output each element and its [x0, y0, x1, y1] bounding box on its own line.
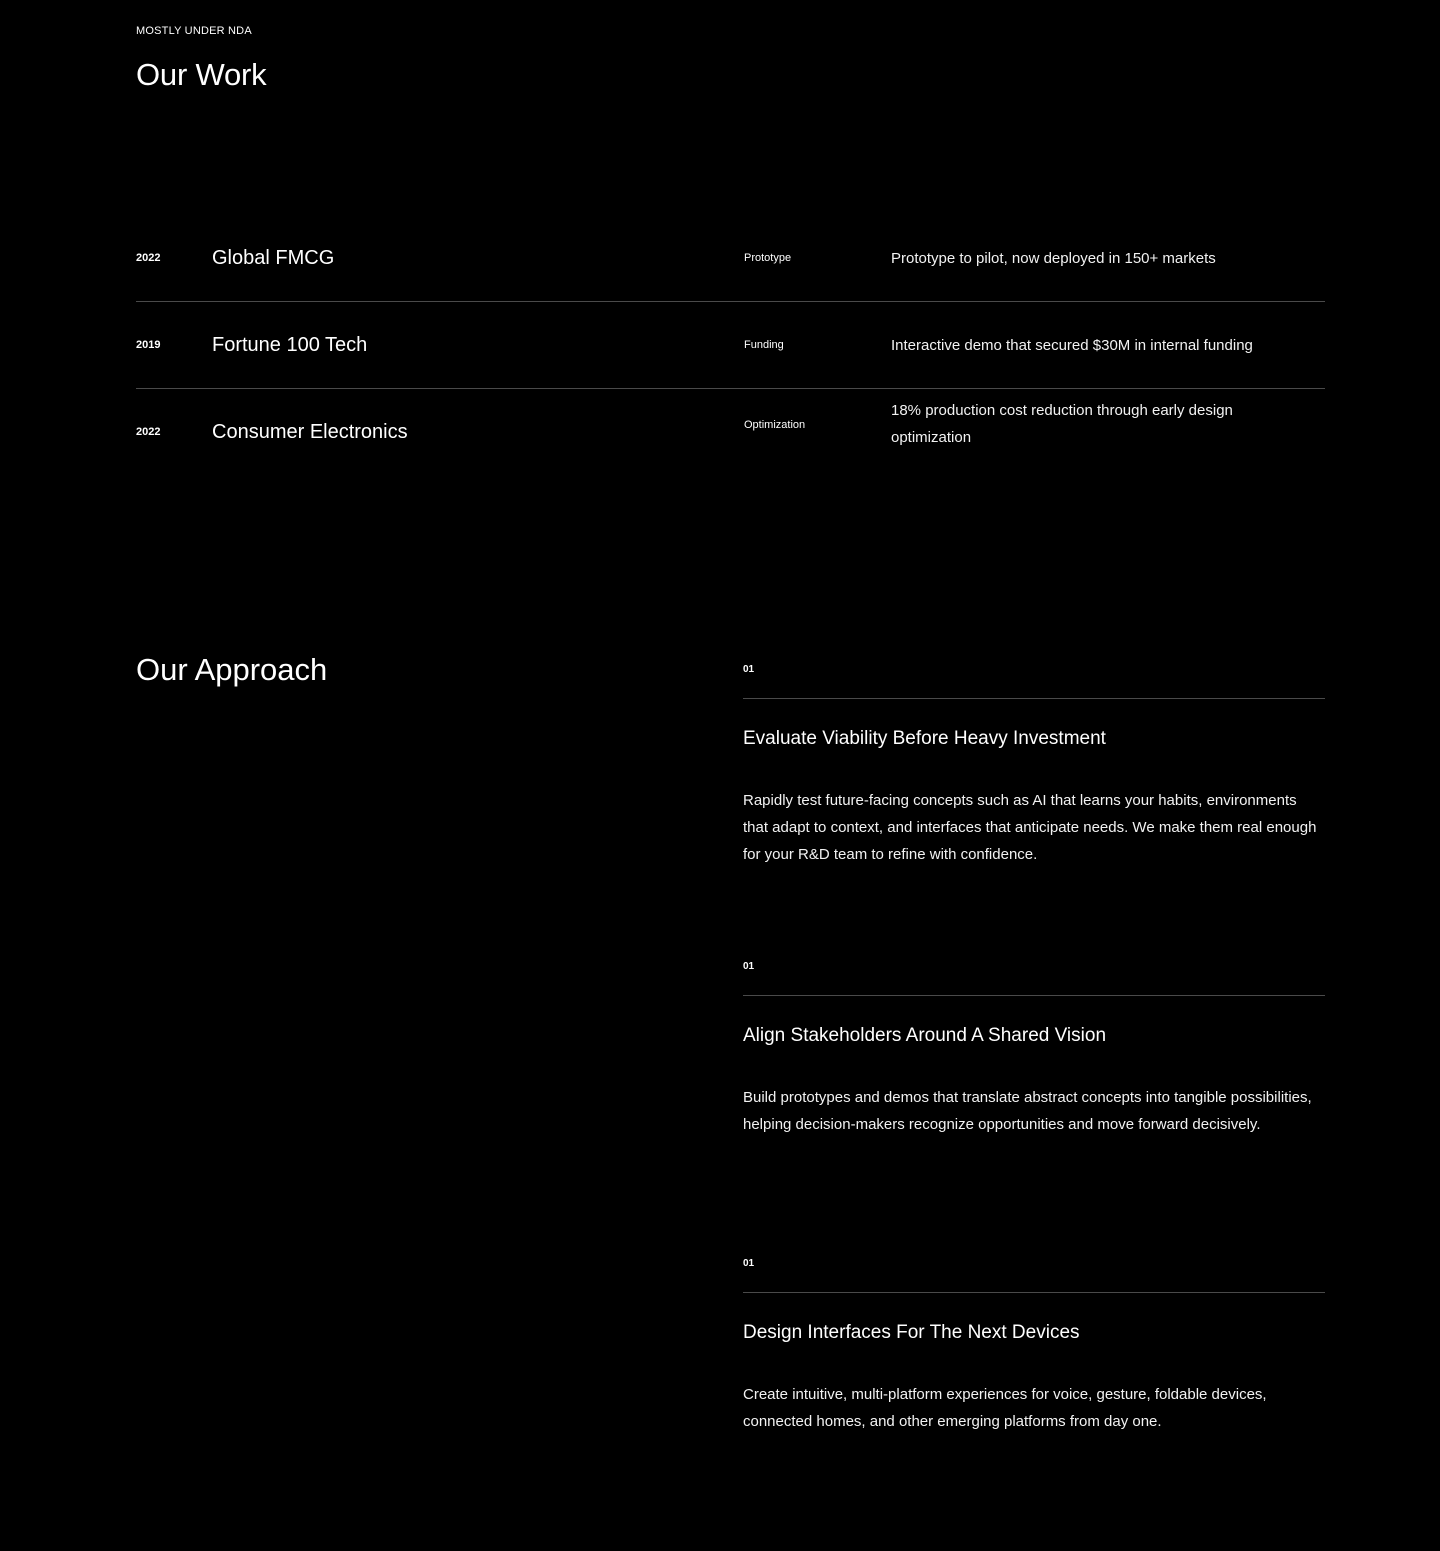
approach-number: 01 — [743, 961, 755, 972]
work-description: Interactive demo that secured $30M in internal funding — [891, 337, 1253, 354]
work-tag: Funding — [744, 339, 784, 351]
our-work-heading: Our Work — [136, 57, 267, 92]
work-year: 2022 — [136, 252, 161, 264]
work-row — [136, 215, 1325, 302]
approach-number: 01 — [743, 1258, 755, 1269]
divider — [743, 1292, 1325, 1293]
work-description: Prototype to pilot, now deployed in 150+ markets — [891, 250, 1216, 267]
work-year: 2022 — [136, 426, 161, 438]
approach-body: Create intuitive, multi-platform experiences for voice, gesture, foldable devices, connected homes, and other emerging platforms from day one. — [743, 1386, 1267, 1430]
approach-title: Align Stakeholders Around A Shared Vision — [743, 1025, 1107, 1046]
work-client: Fortune 100 Tech — [212, 334, 368, 356]
work-tag: Prototype — [744, 252, 792, 264]
approach-item — [743, 1254, 1325, 1551]
approach-title: Design Interfaces For The Next Devices — [743, 1322, 1080, 1343]
approach-list — [743, 660, 1325, 1551]
work-client: Consumer Electronics — [212, 421, 408, 443]
approach-item — [743, 957, 1325, 1254]
work-client: Global FMCG — [212, 247, 335, 269]
work-table — [136, 215, 1325, 475]
work-row — [136, 302, 1325, 389]
section-eyebrow: MOSTLY UNDER NDA — [136, 25, 252, 37]
divider — [743, 995, 1325, 996]
approach-title: Evaluate Viability Before Heavy Investment — [743, 728, 1106, 749]
divider — [743, 698, 1325, 699]
work-year: 2019 — [136, 339, 161, 351]
work-tag: Optimization — [744, 419, 806, 431]
approach-item — [743, 660, 1325, 957]
approach-body: Build prototypes and demos that translate abstract concepts into tangible possibilities, helping decision-makers recognize opportunities and move forward decisively. — [743, 1089, 1312, 1133]
our-approach-heading: Our Approach — [136, 652, 328, 687]
approach-number: 01 — [743, 664, 755, 675]
work-row — [136, 389, 1325, 475]
approach-body: Rapidly test future-facing concepts such as AI that learns your habits, environments that adapt to context, and interfaces that anticipate needs. We make them real enough for your R&D team to refine with confidence. — [743, 792, 1317, 863]
work-description: 18% production cost reduction through early design optimization — [891, 402, 1233, 446]
